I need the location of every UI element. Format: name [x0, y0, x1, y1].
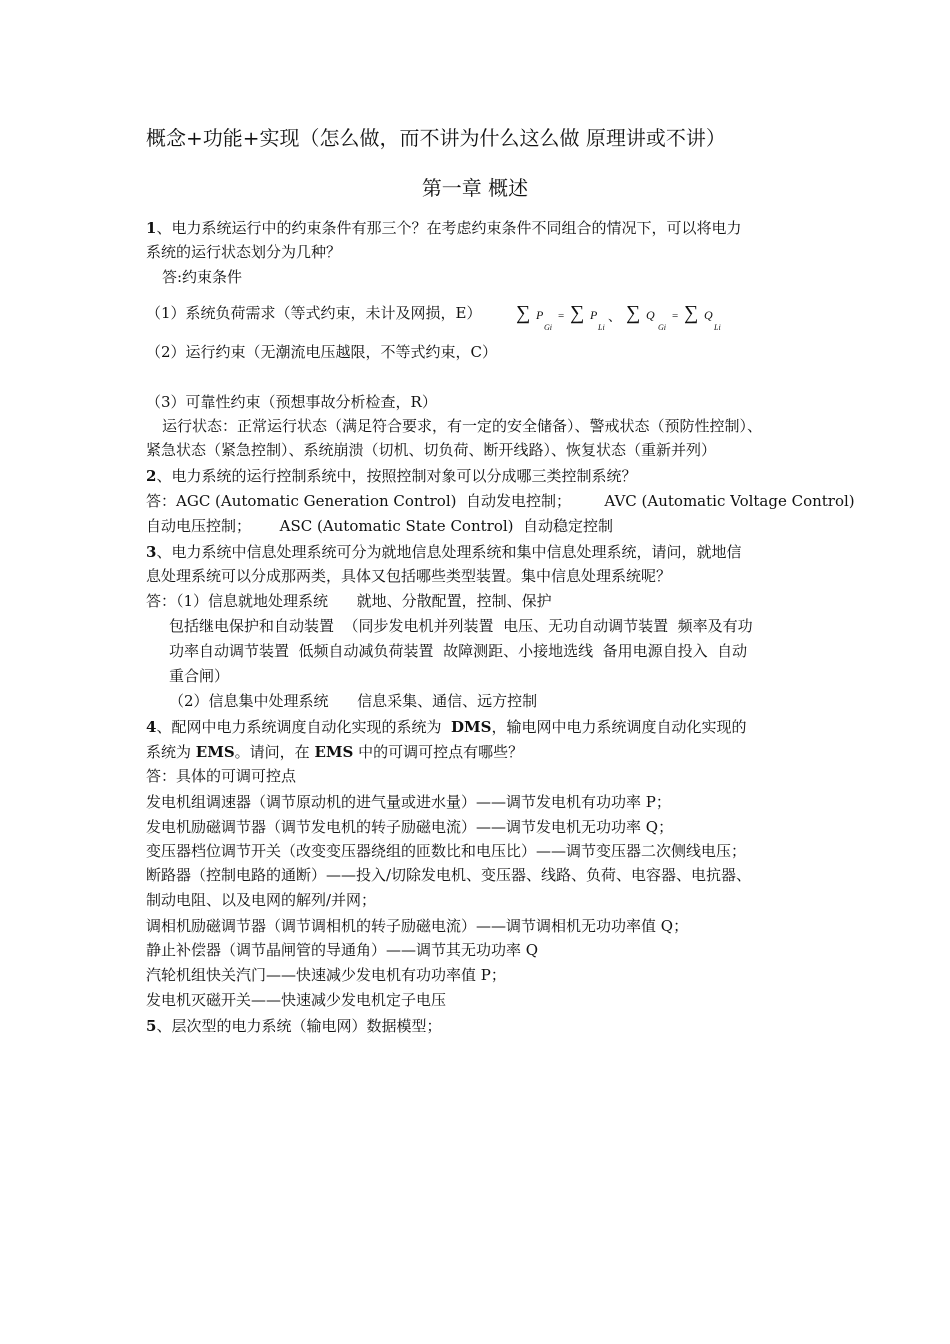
q2-line-1	[146, 466, 636, 486]
q2-answer-1: 答：AGC (Automatic Generation Control) 自动发电控制； AVC (Automatic Voltage Control)	[146, 492, 855, 510]
q1-states-2: 紧急状态（紧急控制）、系统崩溃（切机、切负荷、断开线路）、恢复状态（重新并列）	[146, 441, 717, 459]
formula-q-1: Q	[646, 308, 655, 322]
q4-item: 制动电阻、以及电网的解列/并网；	[146, 891, 377, 909]
q4-item: 断路器（控制电路的通断）——投入/切除发电机、变压器、线路、负荷、电容器、电抗器、	[146, 866, 752, 884]
q5-line-1	[146, 1016, 441, 1036]
q1-line-2: 系统的运行状态划分为几种？	[146, 243, 342, 261]
q4-text-1b: ，输电网中电力系统调度自动化实现的	[491, 718, 747, 736]
q1-line-1	[146, 218, 741, 238]
formula-sub-gi-1: Gi	[544, 323, 552, 332]
formula-p-2: P	[590, 308, 598, 322]
q3-line-2: 息处理系统可以分成那两类，具体又包括哪些类型装置。集中信息处理系统呢？	[146, 567, 672, 585]
q4-item: 变压器档位调节开关（改变变压器绕组的匝数比和电压比）——调节变压器二次侧线电压；	[146, 842, 747, 860]
q5-text-1: 、层次型的电力系统（输电网）数据模型；	[156, 1017, 442, 1035]
q4-item: 发电机励磁调节器（调节发电机的转子励磁电流）——调节发电机无功功率 Q；	[146, 818, 674, 836]
q3-text-1: 、电力系统中信息处理系统可分为就地信息处理系统和集中信息处理系统，请问，就地信	[156, 543, 742, 561]
q4-item: 静止补偿器（调节晶闸管的导通角）——调节其无功功率 Q	[146, 941, 539, 959]
sum-symbol-4: ∑	[684, 302, 699, 324]
q4-line-1	[146, 717, 746, 737]
chapter-heading: 第一章 概述	[421, 176, 529, 200]
power-balance-formula	[516, 302, 746, 338]
q3-answer-5: （2）信息集中处理系统 信息采集、通信、远方控制	[169, 692, 538, 710]
q4-text-2b: 。请问，在	[234, 743, 315, 761]
formula-sub-gi-2: Gi	[658, 323, 666, 332]
q1-constraint-1: （1）系统负荷需求（等式约束，未计及网损，E）	[146, 304, 482, 322]
page-title: 概念+功能+实现（怎么做，而不讲为什么这么做 原理讲或不讲）	[146, 126, 726, 150]
sum-symbol-2: ∑	[570, 302, 585, 324]
q4-text-1a: 、配网中电力系统调度自动化实现的系统为	[156, 718, 451, 736]
formula-separator: 、	[608, 309, 622, 324]
formula-equals-2: =	[672, 310, 679, 322]
q4-number: 4	[146, 718, 157, 736]
q3-answer-3: 功率自动调节装置 低频自动减负荷装置 故障测距、小接地选线 备用电源自投入 自动	[169, 642, 748, 660]
q1-number: 1	[146, 219, 157, 237]
q4-text-2c: 中的可调可控点有哪些？	[353, 743, 524, 761]
q1-states-1: 运行状态：正常运行状态（满足符合要求，有一定的安全储备）、警戒状态（预防性控制）、	[162, 417, 763, 435]
q2-number: 2	[146, 467, 157, 485]
q4-answer-label: 答：具体的可调可控点	[146, 767, 297, 785]
q3-answer-2: 包括继电保护和自动装置 （同步发电机并列装置 电压、无功自动调节装置 频率及有功	[169, 617, 753, 635]
q4-item: 发电机组调速器（调节原动机的进气量或进水量）——调节发电机有功功率 P；	[146, 793, 671, 811]
q3-number: 3	[146, 543, 157, 561]
q1-answer-label: 答:约束条件	[162, 268, 243, 286]
q2-text-1: 、电力系统的运行控制系统中，按照控制对象可以分成哪三类控制系统？	[156, 467, 637, 485]
q4-item: 发电机灭磁开关——快速减少发电机定子电压	[146, 991, 447, 1009]
q4-dms-term: DMS	[450, 718, 492, 736]
formula-equals-1: =	[558, 310, 565, 322]
formula-q-2: Q	[704, 308, 713, 322]
q4-ems-term-2: EMS	[314, 743, 354, 761]
q1-constraint-3: （3）可靠性约束（预想事故分析检查，R）	[146, 393, 437, 411]
q2-answer-2: 自动电压控制； ASC (Automatic State Control) 自动稳定控制	[146, 517, 614, 535]
formula-p-1: P	[536, 308, 544, 322]
q4-item: 汽轮机组快关汽门——快速减少发电机有功功率值 P；	[146, 966, 506, 984]
formula-sub-li-1: Li	[598, 323, 605, 332]
q3-answer-4: 重合闸）	[169, 667, 230, 685]
q4-text-2a: 系统为	[146, 743, 196, 761]
q3-answer-1: 答：（1）信息就地处理系统 就地、分散配置，控制、保护	[146, 592, 552, 610]
q4-line-2	[146, 742, 523, 762]
q5-number: 5	[146, 1017, 157, 1035]
sum-symbol-3: ∑	[626, 302, 641, 324]
q4-ems-term-1: EMS	[195, 743, 235, 761]
q4-item: 调相机励磁调节器（调节调相机的转子励磁电流）——调节调相机无功功率值 Q；	[146, 917, 689, 935]
q3-line-1	[146, 542, 741, 562]
q1-text-1: 、电力系统运行中的约束条件有那三个？在考虑约束条件不同组合的情况下，可以将电力	[156, 219, 742, 237]
sum-symbol-1: ∑	[516, 302, 531, 324]
formula-sub-li-2: Li	[714, 323, 721, 332]
q1-constraint-2: （2）运行约束（无潮流电压越限，不等式约束，C）	[146, 343, 498, 361]
